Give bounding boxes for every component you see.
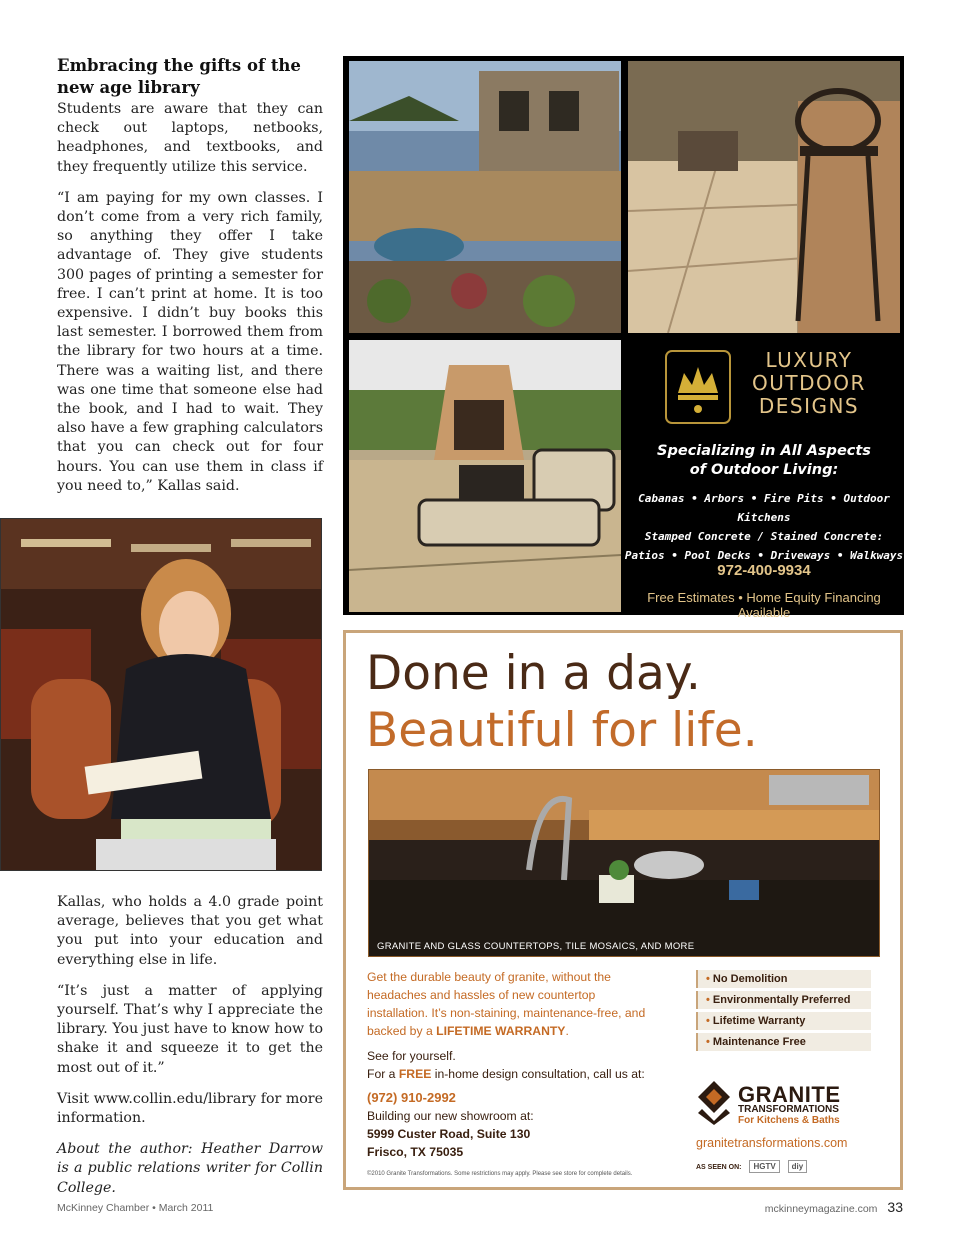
hgtv-logo: HGTV	[749, 1160, 779, 1173]
granite-address-line2: Frisco, TX 75035	[367, 1145, 464, 1159]
granite-legal: ©2010 Granite Transformations. Some restrictions may apply. Please see store for complete details.	[367, 1171, 633, 1177]
diy-logo: diy	[788, 1160, 808, 1173]
luxury-specializing	[629, 442, 899, 480]
granite-benefits-list	[696, 970, 871, 1054]
article-paragraph: “I am paying for my own classes. I don’t come from a very rich family, so anything they offer I take advantage of. They give students 300 pages of printing a semester for free. I can’t print at home. It is too expensive. I didn’t buy books this last semester. I borrowed them from the library for two hours at a time. There was a waiting list, and there was one time that someone else had the book, and I had to wait. They also have a few graphing calculators that you can check out for four hours. You can use them in class if you need to,” Kallas said.	[57, 189, 323, 494]
granite-logo-name: GRANITE	[738, 1082, 841, 1107]
luxury-spec-line: Specializing in All Aspects	[657, 443, 871, 459]
granite-address-line1: 5999 Custer Road, Suite 130	[367, 1127, 531, 1141]
kitchen-photo	[368, 769, 880, 957]
benefit-item: • Maintenance Free	[696, 1033, 871, 1051]
article-paragraph: Students are aware that they can check out laptops, netbooks, headphones, and textbooks, and they frequently utilize this service.	[57, 101, 323, 175]
granite-headline-line1: Done in a day.	[366, 646, 701, 701]
granite-intro-text: Get the durable beauty of granite, without the headaches and hassles of new countertop installation. It’s non-staining, maintenance-free, and backed by a	[367, 970, 646, 1038]
luxury-service-line: Stamped Concrete / Stained Concrete:	[644, 530, 884, 543]
granite-phone: (972) 910-2992	[367, 1090, 456, 1105]
benefit-label: Lifetime Warranty	[712, 1015, 806, 1027]
granite-intro: Get the durable beauty of granite, without the headaches and hassles of new countertop installation. It’s non-staining, maintenance-free, and backed by a LIFETIME WARRANTY.	[367, 970, 646, 1038]
luxury-title-line: OUTDOOR	[752, 371, 866, 395]
article-paragraph: Kallas, who holds a 4.0 grade point average, believes that you get what you put into your education and everything else in life.	[57, 894, 323, 968]
luxury-spec-line: of Outdoor Living:	[689, 462, 839, 478]
article-paragraph: Visit www.collin.edu/library for more information.	[57, 1090, 323, 1127]
granite-free: FREE	[398, 1067, 432, 1081]
luxury-title-line: DESIGNS	[758, 394, 860, 418]
ad-photo-fireplace-patio	[349, 340, 621, 612]
granite-headline-line2: Beautiful for life.	[366, 703, 758, 758]
granite-transformations-ad	[343, 630, 903, 1190]
article-headline: Embracing the gifts of the new age library	[57, 56, 301, 97]
granite-warranty: LIFETIME WARRANTY	[436, 1024, 566, 1038]
luxury-outdoor-ad	[343, 56, 904, 620]
student-photo	[0, 518, 322, 871]
article-column-top	[57, 55, 323, 508]
as-seen-on-label: AS SEEN ON:	[696, 1164, 742, 1171]
luxury-service-line: Cabanas • Arbors • Fire Pits • Outdoor Kitchens	[638, 492, 890, 524]
benefit-label: Maintenance Free	[712, 1036, 806, 1048]
luxury-phone: 972-400-9934	[717, 562, 811, 579]
luxury-footer: Free Estimates • Home Equity Financing Available	[647, 590, 881, 620]
ad-photo-house	[349, 61, 621, 333]
benefit-item: • Lifetime Warranty	[696, 1012, 871, 1030]
ad-photo-patio-stool	[628, 61, 900, 333]
granite-url[interactable]: granitetransformations.com	[696, 1136, 848, 1150]
article-column-bottom	[57, 893, 323, 1210]
as-seen-on	[696, 1160, 807, 1173]
footer-url[interactable]: mckinneymagazine.com	[764, 1203, 878, 1215]
granite-consult	[367, 1065, 657, 1083]
crown-logo-icon	[662, 347, 734, 427]
student-photo-illustration	[1, 519, 322, 871]
granite-logo-tagline: For Kitchens & Baths	[738, 1115, 840, 1126]
page-number: 33	[887, 1199, 903, 1215]
luxury-title-line: LUXURY	[765, 348, 853, 372]
footer-site	[765, 1199, 903, 1215]
granite-body-text	[367, 968, 657, 1161]
luxury-service-line: Patios • Pool Decks • Driveways • Walkways	[624, 549, 904, 562]
granite-consult-text: in-home design consultation, call us at:	[434, 1067, 645, 1081]
granite-for-a: For a	[367, 1067, 396, 1081]
granite-logo	[696, 1079, 876, 1129]
footer-publication: McKinney Chamber • March 2011	[57, 1202, 214, 1214]
luxury-title	[749, 349, 869, 418]
benefit-label: Environmentally Preferred	[712, 994, 851, 1006]
author-note: About the author: Heather Darrow is a public relations writer for Collin College.	[57, 1141, 323, 1196]
granite-headline	[366, 645, 758, 759]
granite-showroom: Building our new showroom at:	[367, 1109, 534, 1123]
benefit-label: No Demolition	[712, 973, 788, 985]
benefit-item: • Environmentally Preferred	[696, 991, 871, 1009]
granite-logo-sub: TRANSFORMATIONS	[738, 1104, 839, 1115]
granite-see: See for yourself.	[367, 1049, 456, 1063]
granite-logo-icon	[696, 1079, 732, 1125]
article-paragraph: “It’s just a matter of applying yourself. That’s why I appreciate the library. You just have to know how to shake it and squeeze it to get the most out of it.”	[57, 982, 323, 1076]
kitchen-caption: GRANITE AND GLASS COUNTERTOPS, TILE MOSAICS, AND MORE	[377, 941, 695, 952]
luxury-services-list	[624, 489, 904, 565]
benefit-item: • No Demolition	[696, 970, 871, 988]
